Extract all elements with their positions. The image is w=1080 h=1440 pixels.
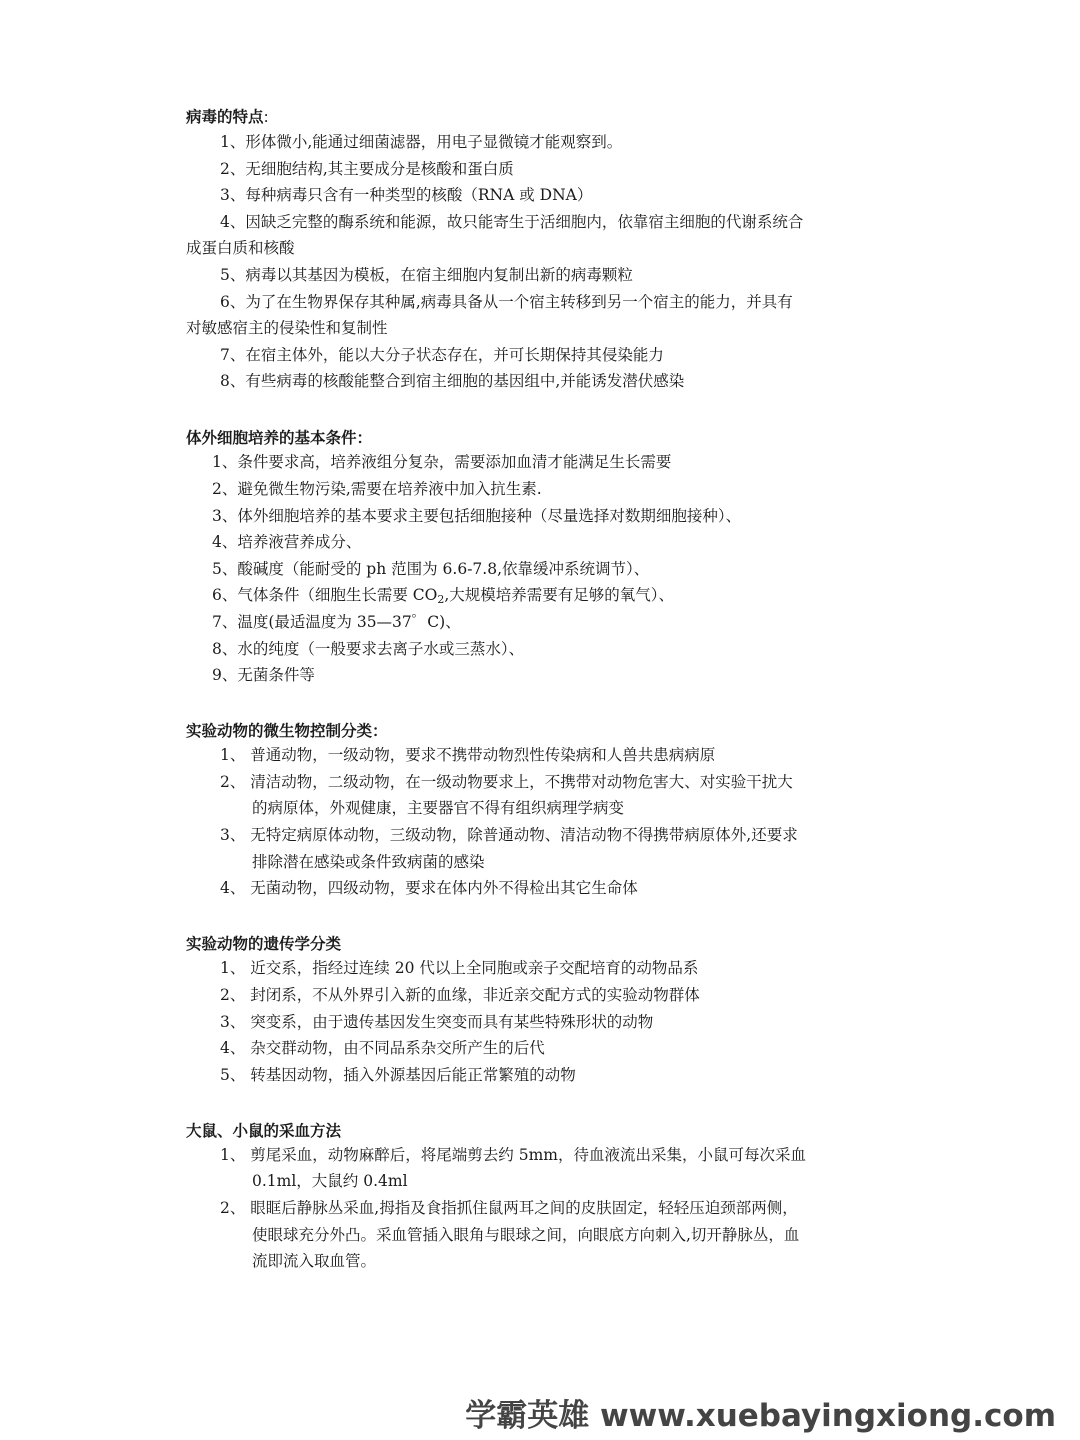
- list-item: 3、 突变系，由于遗传基因发生突变而具有某些特殊形状的动物: [220, 1013, 654, 1031]
- list-item: 8、有些病毒的核酸能整合到宿主细胞的基因组中,并能诱发潜伏感染: [220, 372, 685, 390]
- list-item: 6、为了在生物界保存其种属,病毒具备从一个宿主转移到另一个宿主的能力，并具有: [220, 293, 793, 311]
- list-item: 8、水的纯度（一般要求去离子水或三蒸水）、: [212, 640, 525, 658]
- list-item-continuation: 对敏感宿主的侵染性和复制性: [186, 319, 388, 337]
- list-item: 1、 近交系，指经过连续 20 代以上全同胞或亲子交配培育的动物品系: [220, 959, 699, 977]
- list-item-continuation: 成蛋白质和核酸: [186, 239, 295, 257]
- list-item: 6、气体条件（细胞生长需要 $CO_2$,大规模培养需要有足够的氧气）、: [212, 586, 675, 606]
- list-item: 4、因缺乏完整的酶系统和能源，故只能寄生于活细胞内，依靠宿主细胞的代谢系统合: [220, 213, 804, 231]
- list-item-continuation: 的病原体，外观健康，主要器官不得有组织病理学病变: [252, 799, 625, 817]
- list-item: 2、 眼眶后静脉丛采血,拇指及食指抓住鼠两耳之间的皮肤固定，轻轻压迫颈部两侧，: [220, 1199, 798, 1217]
- list-item: 2、 清洁动物，二级动物，在一级动物要求上，不携带对动物危害大、对实验干扰大: [220, 773, 793, 791]
- list-item: 2、无细胞结构,其主要成分是核酸和蛋白质: [220, 160, 514, 178]
- list-item: 5、病毒以其基因为模板，在宿主细胞内复制出新的病毒颗粒: [220, 266, 633, 284]
- list-item: 7、在宿主体外，能以大分子状态存在，并可长期保持其侵染能力: [220, 346, 664, 364]
- list-item-continuation: 流即流入取血管。: [252, 1252, 377, 1270]
- list-item: 3、每种病毒只含有一种类型的核酸（RNA 或 DNA）: [220, 186, 593, 204]
- list-item-continuation: 使眼球充分外凸。采血管插入眼角与眼球之间，向眼底方向刺入,切开静脉丛，血: [252, 1226, 800, 1244]
- list-item: 1、 普通动物，一级动物，要求不携带动物烈性传染病和人兽共患病病原: [220, 746, 716, 764]
- section-title-genetic-classification: 实验动物的遗传学分类: [186, 935, 342, 953]
- list-item: 4、 无菌动物，四级动物，要求在体内外不得检出其它生命体: [220, 879, 638, 897]
- list-item: 3、 无特定病原体动物，三级动物，除普通动物、清洁动物不得携带病原体外,还要求: [220, 826, 798, 844]
- section-title-microbial-classification: 实验动物的微生物控制分类：: [186, 722, 388, 740]
- list-item: 2、避免微生物污染,需要在培养液中加入抗生素.: [212, 480, 542, 498]
- list-item: 5、 转基因动物，插入外源基因后能正常繁殖的动物: [220, 1066, 576, 1084]
- subscript: 2: [437, 593, 445, 606]
- list-item: 5、酸碱度（能耐受的 ph 范围为 6.6-7.8,依靠缓冲系统调节）、: [212, 560, 650, 578]
- list-item: 1、条件要求高，培养液组分复杂，需要添加血清才能满足生长需要: [212, 453, 672, 471]
- list-item-continuation: 0.1ml，大鼠约 0.4ml: [252, 1172, 408, 1190]
- list-item: 3、体外细胞培养的基本要求主要包括细胞接种（尽量选择对数期细胞接种）、: [212, 507, 742, 525]
- list-item: 1、 剪尾采血，动物麻醉后，将尾端剪去约 5mm，待血液流出采集，小鼠可每次采血: [220, 1146, 806, 1164]
- section-title-blood-sampling: 大鼠、小鼠的采血方法: [186, 1122, 342, 1140]
- list-item-continuation: 排除潜在感染或条件致病菌的感染: [252, 853, 485, 871]
- section-title-virus-features: 病毒的特点:: [186, 108, 269, 126]
- list-item: 1、形体微小,能通过细菌滤器，用电子显微镜才能观察到。: [220, 133, 623, 151]
- list-item: 4、 杂交群动物，由不同品系杂交所产生的后代: [220, 1039, 545, 1057]
- list-item: 2、 封闭系，不从外界引入新的血缘，非近亲交配方式的实验动物群体: [220, 986, 700, 1004]
- list-item: 7、温度(最适温度为 35—37゜C)、: [212, 613, 461, 631]
- section-title-cell-culture: 体外细胞培养的基本条件：: [186, 429, 373, 447]
- list-item: 4、培养液营养成分、: [212, 533, 362, 551]
- watermark: 学霸英雄 www.xuebayingxiong.com: [465, 1398, 1056, 1434]
- list-item: 9、无菌条件等: [212, 666, 315, 684]
